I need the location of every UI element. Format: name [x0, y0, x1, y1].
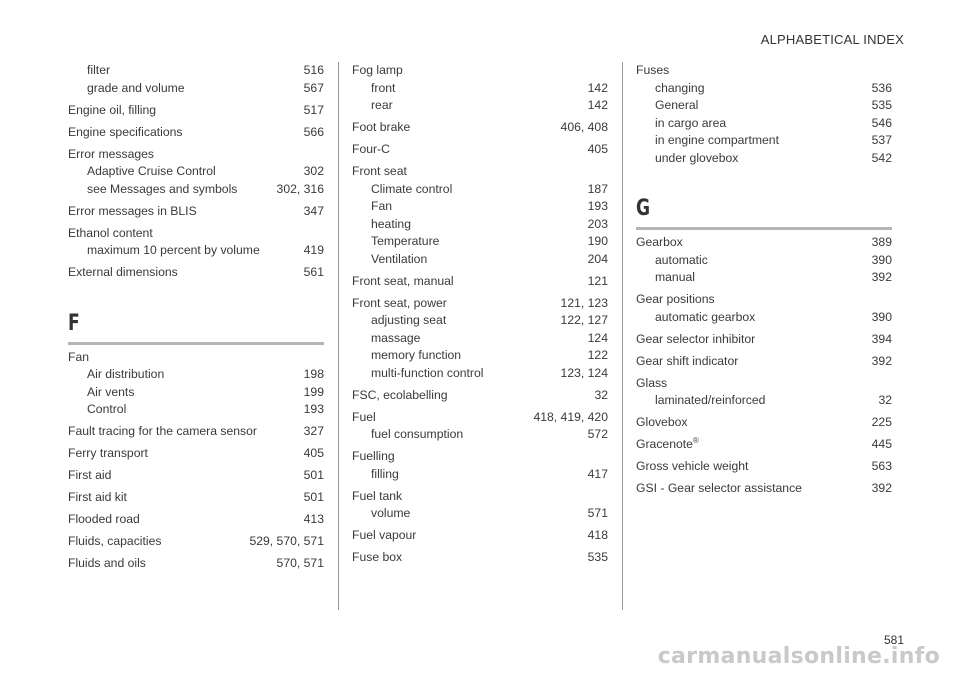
index-term-text: Fuel: [352, 409, 376, 424]
index-term: [655, 150, 738, 168]
index-term: [352, 409, 376, 427]
index-term: [371, 181, 452, 199]
index-page-ref: 122: [587, 348, 608, 362]
index-subentry: [352, 233, 608, 251]
index-subentry: [352, 312, 608, 330]
index-page-ref: 142: [587, 98, 608, 112]
index-term-text: Ethanol content: [68, 225, 153, 240]
index-term-text: Foot brake: [352, 120, 411, 134]
index-term: [655, 252, 708, 270]
index-term-text: Front seat, power: [352, 295, 447, 310]
index-letter-heading: G: [636, 196, 651, 221]
index-entry: [68, 489, 324, 507]
index-term-text: massage: [371, 330, 421, 345]
index-page-ref: 561: [303, 265, 324, 279]
index-term-text: front: [371, 80, 396, 95]
index-term: [371, 312, 446, 330]
index-term: [68, 349, 89, 367]
index-term: [371, 466, 399, 484]
index-term: [636, 458, 748, 476]
index-subentry: [352, 347, 608, 365]
index-term: [87, 384, 134, 402]
index-entry: [352, 62, 608, 80]
index-term-text: Four-C: [352, 142, 390, 156]
index-term: [352, 141, 390, 159]
index-term: [636, 375, 667, 393]
index-term: [68, 225, 153, 243]
index-term-text: Engine specifications: [68, 124, 183, 139]
index-subentry: [352, 466, 608, 484]
index-term: [636, 291, 715, 309]
index-letter-heading: F: [68, 310, 80, 336]
index-subentry: [68, 366, 324, 384]
index-page-ref: 347: [303, 203, 324, 218]
index-page-ref: 536: [871, 80, 892, 95]
index-entry: [352, 409, 608, 427]
index-term-text: multi-function control: [371, 365, 484, 380]
index-entry: [636, 353, 892, 371]
index-subentry: [636, 80, 892, 98]
index-term: [371, 505, 410, 523]
index-entry: [636, 234, 892, 252]
index-term: [68, 264, 178, 282]
index-page-ref: 571: [587, 506, 608, 520]
index-page-ref: 203: [587, 216, 608, 231]
index-page-ref: 405: [587, 142, 608, 156]
index-term-text: Fuelling: [352, 449, 395, 463]
index-subentry: [68, 242, 324, 260]
index-term: [371, 216, 411, 234]
index-page-ref: 32: [878, 393, 892, 407]
index-subentry: [636, 309, 892, 327]
index-entry: [68, 124, 324, 142]
index-entry: [352, 273, 608, 291]
index-subentry: [636, 392, 892, 410]
index-term-text: automatic: [655, 252, 708, 267]
index-term-text: Fuel vapour: [352, 528, 417, 542]
index-term-text: Fan: [68, 349, 90, 364]
index-page-ref: 418: [587, 528, 608, 542]
index-term: [655, 115, 726, 133]
index-entry: [636, 291, 892, 309]
index-page-ref: 225: [871, 415, 892, 429]
index-term: [655, 97, 698, 115]
index-page-ref: 392: [871, 353, 892, 368]
index-term-text: see Messages and symbols: [87, 181, 238, 196]
index-term: [352, 62, 403, 80]
index-subentry: [636, 132, 892, 150]
index-term-text: External dimensions: [68, 265, 178, 279]
index-entry: [352, 527, 608, 545]
index-term: [87, 181, 237, 199]
index-entry: [636, 375, 892, 393]
registered-mark: ®: [692, 435, 699, 445]
index-term-text: rear: [371, 98, 393, 112]
index-term-text: Fog lamp: [352, 63, 403, 77]
index-entry: [68, 533, 324, 551]
index-term-text: Temperature: [371, 234, 440, 248]
index-term-text: FSC, ecolabelling: [352, 387, 448, 402]
index-term: [371, 233, 439, 251]
index-term: [655, 269, 695, 287]
index-term-text: GSI - Gear selector assistance: [636, 481, 802, 495]
index-term-text: Glovebox: [636, 415, 688, 429]
index-term-text: Fuses: [636, 63, 670, 77]
index-term: [68, 511, 140, 529]
index-page-ref: 142: [587, 80, 608, 95]
index-subentry: [68, 80, 324, 98]
index-term-text: under glovebox: [655, 150, 739, 165]
index-entry: [352, 549, 608, 567]
page-number: 581: [883, 633, 904, 647]
index-page-ref: 537: [871, 133, 892, 147]
index-entry: [68, 445, 324, 463]
index-page-ref: 516: [303, 63, 324, 77]
index-term: [87, 366, 164, 384]
index-subentry: [352, 330, 608, 348]
index-term: [87, 62, 110, 80]
index-term: [371, 251, 427, 269]
index-subentry: [68, 384, 324, 402]
index-term: [68, 203, 197, 221]
index-term-text: First aid: [68, 468, 112, 482]
index-entry: [352, 119, 608, 137]
page-header-title: ALPHABETICAL INDEX: [760, 32, 904, 47]
index-entry: [68, 102, 324, 120]
index-page-ref: 501: [303, 468, 324, 482]
index-term: [655, 132, 779, 150]
index-term: [636, 62, 669, 80]
index-term: [371, 330, 420, 348]
index-term: [371, 347, 461, 365]
watermark-logo: carmanualsonline.info: [657, 644, 940, 669]
index-term: [87, 401, 126, 419]
letter-rule: [636, 227, 892, 230]
index-term-text: First aid kit: [68, 490, 127, 504]
index-term-text: Air distribution: [87, 367, 165, 381]
index-page-ref: 122, 127: [560, 313, 608, 327]
index-page-ref: 32: [594, 387, 608, 402]
index-term-text: in cargo area: [655, 115, 727, 130]
index-page-ref: 546: [871, 115, 892, 130]
index-page-ref: 419: [303, 243, 324, 257]
index-term-text: volume: [371, 506, 411, 520]
index-term-text: Gearbox: [636, 235, 683, 249]
index-entry: [352, 387, 608, 405]
index-term: [371, 80, 395, 98]
index-subentry: [352, 198, 608, 216]
index-subentry: [68, 401, 324, 419]
column-divider: [338, 62, 339, 610]
index-term-text: Gear positions: [636, 292, 715, 306]
index-page-ref: 535: [587, 550, 608, 564]
index-entry: [68, 146, 324, 164]
index-term: [655, 309, 755, 327]
index-subentry: [352, 505, 608, 523]
index-page-ref: 302: [303, 164, 324, 178]
index-term-text: Fan: [371, 199, 393, 213]
index-term-text: changing: [655, 80, 705, 95]
index-term: [352, 163, 407, 181]
index-term: [655, 80, 704, 98]
index-page-ref: 501: [303, 490, 324, 504]
index-page-ref: 390: [871, 252, 892, 267]
index-page-ref: 199: [303, 384, 324, 399]
index-term: [636, 414, 688, 432]
index-term-text: General: [655, 98, 699, 112]
index-page-ref: 405: [303, 446, 324, 460]
index-term-text: maximum 10 percent by volume: [87, 243, 260, 257]
index-term: [352, 527, 416, 545]
index-entry: [636, 436, 892, 454]
index-page-ref: 327: [303, 424, 324, 438]
index-term-text: grade and volume: [87, 80, 185, 95]
index-subentry: [636, 115, 892, 133]
index-entry: [352, 448, 608, 466]
index-entry: [636, 62, 892, 80]
index-term-text: memory function: [371, 348, 462, 362]
index-term: [636, 234, 683, 252]
index-page-ref: 193: [303, 402, 324, 416]
index-term: [636, 331, 755, 349]
index-term-text: Fluids and oils: [68, 556, 146, 570]
index-subentry: [352, 251, 608, 269]
index-term-text: laminated/reinforced: [655, 393, 766, 407]
index-page-ref: 121, 123: [560, 295, 608, 310]
index-term-text: in engine compartment: [655, 133, 779, 147]
index-page-ref: 198: [303, 367, 324, 381]
index-term: [352, 119, 410, 137]
index-term-text: Fault tracing for the camera sensor: [68, 424, 257, 438]
index-term-text: adjusting seat: [371, 313, 447, 327]
index-term-text: Gear selector inhibitor: [636, 331, 756, 346]
index-subentry: [636, 252, 892, 270]
index-term: [68, 555, 146, 573]
index-term: [352, 387, 448, 405]
index-term-text: Adaptive Cruise Control: [87, 164, 216, 178]
index-page-ref: 413: [303, 512, 324, 526]
column-divider: [622, 62, 623, 610]
index-entry: [68, 203, 324, 221]
index-page-ref: 542: [871, 150, 892, 165]
index-column-1: [68, 62, 324, 573]
index-term-text: automatic gearbox: [655, 309, 756, 324]
index-entry: [352, 163, 608, 181]
index-term-text: manual: [655, 270, 695, 284]
index-column-3: [636, 62, 892, 498]
index-subentry: [352, 80, 608, 98]
index-subentry: [352, 426, 608, 444]
index-letter-section: [636, 197, 892, 230]
index-term-text: heating: [371, 216, 411, 231]
index-subentry: [352, 365, 608, 383]
index-page-ref: 417: [587, 466, 608, 481]
index-term-text: Control: [87, 402, 127, 416]
index-term: [352, 295, 447, 313]
index-subentry: [352, 216, 608, 234]
index-term-text: Gear shift indicator: [636, 353, 739, 368]
index-entry: [636, 480, 892, 498]
index-term-text: Climate control: [371, 181, 453, 196]
index-page-ref: 390: [871, 309, 892, 324]
index-page-ref: 563: [871, 459, 892, 473]
index-term-text: filling: [371, 466, 399, 481]
index-term-text: Front seat: [352, 164, 407, 178]
index-term: [636, 480, 802, 498]
index-term: [68, 467, 111, 485]
index-page-ref: 566: [303, 124, 324, 139]
index-page-ref: 302, 316: [276, 181, 324, 196]
index-entry: [636, 331, 892, 349]
index-term: [352, 448, 395, 466]
index-page-ref: 204: [587, 251, 608, 266]
index-entry: [68, 423, 324, 441]
index-term: [371, 365, 483, 383]
index-page-ref: 572: [587, 427, 608, 441]
index-term: [68, 124, 183, 142]
index-subentry: [636, 97, 892, 115]
index-page-ref: 389: [871, 235, 892, 249]
index-entry: [68, 264, 324, 282]
index-term-text: Fuel tank: [352, 488, 403, 503]
index-term: [352, 549, 402, 567]
index-subentry: [68, 62, 324, 80]
index-page-ref: 517: [303, 102, 324, 117]
index-page-ref: 445: [871, 437, 892, 451]
index-page-ref: 392: [871, 481, 892, 495]
index-term: [68, 146, 154, 164]
index-subentry: [636, 150, 892, 168]
index-term-text: Fluids, capacities: [68, 534, 162, 548]
index-subentry: [636, 269, 892, 287]
index-term-text: Gracenote: [636, 437, 693, 451]
index-term: [636, 436, 699, 454]
index-term: [371, 198, 392, 216]
index-entry: [68, 467, 324, 485]
index-entry: [636, 414, 892, 432]
index-term-text: Air vents: [87, 384, 135, 399]
index-page-ref: 567: [303, 80, 324, 95]
index-page-ref: 123, 124: [560, 365, 608, 380]
index-entry: [68, 349, 324, 367]
index-entry: [68, 225, 324, 243]
index-page-ref: 535: [871, 98, 892, 112]
index-page-ref: 394: [871, 331, 892, 346]
index-subentry: [352, 181, 608, 199]
index-term: [371, 97, 393, 115]
index-page-ref: 187: [587, 181, 608, 196]
index-page-ref: 392: [871, 270, 892, 284]
index-term: [87, 80, 185, 98]
letter-rule: [68, 342, 324, 345]
index-page-ref: 529, 570, 571: [249, 534, 324, 548]
index-entry: [352, 141, 608, 159]
index-subentry: [352, 97, 608, 115]
index-term-text: filter: [87, 63, 111, 77]
index-term: [68, 423, 257, 441]
index-term: [87, 242, 260, 260]
index-term-text: Fuse box: [352, 550, 403, 564]
index-term: [352, 273, 454, 291]
index-term-text: Error messages in BLIS: [68, 203, 197, 218]
index-entry: [352, 295, 608, 313]
index-page-ref: 124: [587, 330, 608, 345]
index-term-text: Glass: [636, 375, 668, 390]
index-page-ref: 418, 419, 420: [533, 409, 608, 424]
index-term: [352, 488, 402, 506]
index-term-text: Flooded road: [68, 512, 140, 526]
index-term-text: Front seat, manual: [352, 273, 454, 288]
index-term: [68, 445, 148, 463]
index-entry: [68, 555, 324, 573]
index-page-ref: 570, 571: [276, 556, 324, 570]
index-term: [68, 489, 127, 507]
index-letter-section: [68, 312, 324, 345]
index-term-text: Ventilation: [371, 251, 428, 266]
index-term: [636, 353, 738, 371]
index-term-text: Engine oil, filling: [68, 102, 157, 117]
index-page-ref: 193: [587, 199, 608, 213]
index-term: [87, 163, 216, 181]
index-term: [68, 102, 156, 120]
index-term: [68, 533, 161, 551]
index-term-text: Ferry transport: [68, 446, 148, 460]
index-entry: [352, 488, 608, 506]
index-subentry: [68, 181, 324, 199]
index-column-2: [352, 62, 608, 567]
index-term-text: fuel consumption: [371, 427, 464, 441]
index-page-ref: 406, 408: [560, 120, 608, 134]
index-page-ref: 190: [587, 234, 608, 248]
index-entry: [68, 511, 324, 529]
index-term: [371, 426, 463, 444]
index-entry: [636, 458, 892, 476]
index-term-text: Error messages: [68, 146, 155, 161]
index-page-ref: 121: [587, 273, 608, 288]
index-subentry: [68, 163, 324, 181]
index-term: [655, 392, 765, 410]
index-term-text: Gross vehicle weight: [636, 459, 749, 473]
